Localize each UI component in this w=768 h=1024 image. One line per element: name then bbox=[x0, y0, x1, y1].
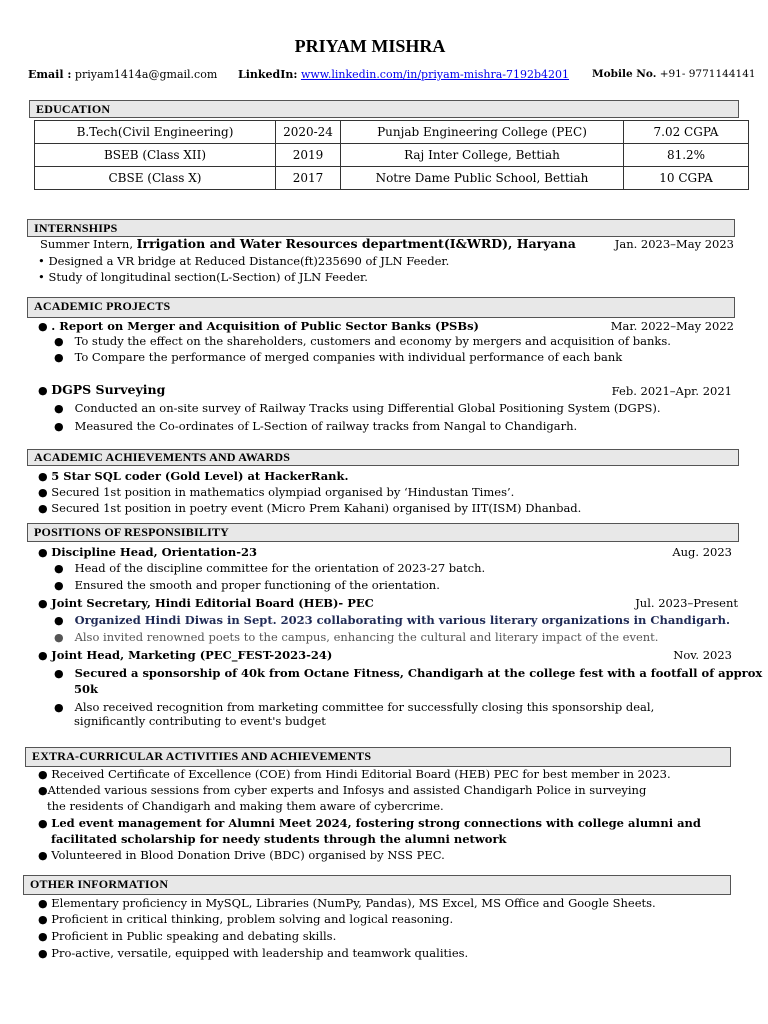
bullet-icon: ● bbox=[54, 667, 64, 680]
list-item-continued: significantly contributing to event's budget bbox=[74, 714, 326, 728]
project-title-text: . Report on Merger and Acquisition of Public Sector Banks (PSBs) bbox=[51, 319, 479, 333]
list-item-text: Proficient in critical thinking, problem solving and logical reasoning. bbox=[51, 912, 454, 926]
bullet-icon: ● bbox=[38, 817, 48, 830]
list-item-text: Ensured the smooth and proper functioning of the orientation. bbox=[74, 578, 440, 592]
internship-org: Irrigation and Water Resources department(I&WRD), Haryana bbox=[136, 236, 576, 251]
list-item-text: Head of the discipline committee for the orientation of 2023-27 batch. bbox=[74, 561, 486, 575]
list-item: • Study of longitudinal section(L-Section) of JLN Feeder. bbox=[38, 270, 368, 284]
bullet-icon: ● bbox=[54, 562, 64, 575]
list-item bbox=[54, 400, 660, 417]
bullet-icon: ● bbox=[54, 335, 64, 348]
list-item bbox=[38, 945, 468, 962]
mobile-value: +91- 9771144141 bbox=[659, 68, 756, 80]
position-date: Jul. 2023–Present bbox=[635, 596, 738, 610]
list-item bbox=[38, 911, 453, 928]
list-item-text: Measured the Co-ordinates of L-Section of railway tracks from Nangal to Chandigarh. bbox=[74, 419, 578, 433]
bullet-icon: ● bbox=[38, 930, 48, 943]
edu-year: 2019 bbox=[276, 144, 341, 167]
other-heading: OTHER INFORMATION bbox=[23, 875, 731, 895]
list-item bbox=[54, 612, 730, 629]
bullet-icon: ● bbox=[54, 579, 64, 592]
list-item-text: Elementary proficiency in MySQL, Libraries (NumPy, Pandas), MS Excel, MS Office and Google Sheets. bbox=[51, 896, 656, 910]
bullet-icon: ● bbox=[38, 597, 48, 610]
bullet-icon: ● bbox=[38, 768, 48, 781]
table-row bbox=[35, 121, 749, 144]
linkedin-link[interactable]: www.linkedin.com/in/priyam-mishra-7192b4201 bbox=[300, 68, 570, 81]
email-value: priyam1414a@gmail.com bbox=[74, 68, 218, 81]
list-item-continued: the residents of Chandigarh and making them aware of cybercrime. bbox=[47, 799, 444, 813]
list-item-text: Attended various sessions from cyber experts and Infosys and assisted Chandigarh Police in surveying bbox=[47, 783, 647, 797]
list-item-text: To study the effect on the shareholders, customers and economy by mergers and acquisition of banks. bbox=[74, 334, 671, 348]
list-item bbox=[38, 815, 701, 832]
list-item-text: Secured 1st position in poetry event (Micro Prem Kahani) organised by IIT(ISM) Dhanbad. bbox=[51, 501, 582, 515]
table-row bbox=[35, 144, 749, 167]
list-item bbox=[54, 577, 440, 594]
project-title bbox=[38, 382, 165, 399]
list-item-text: Conducted an on-site survey of Railway Tracks using Differential Global Positioning System (DGPS). bbox=[74, 401, 661, 415]
position-title-text: Discipline Head, Orientation-23 bbox=[51, 545, 257, 559]
list-item: • Designed a VR bridge at Reduced Distance(ft)235690 of JLN Feeder. bbox=[38, 254, 450, 268]
bullet-icon: ● bbox=[38, 913, 48, 926]
edu-institute: Raj Inter College, Bettiah bbox=[341, 144, 624, 167]
bullet-icon: ● bbox=[38, 897, 48, 910]
list-item-text: Received Certificate of Excellence (COE) from Hindi Editorial Board (HEB) PEC for best member in 2023. bbox=[51, 767, 671, 781]
email-label: Email : bbox=[28, 68, 72, 81]
linkedin-label: LinkedIn: bbox=[238, 68, 298, 81]
project-title-text: DGPS Surveying bbox=[51, 382, 166, 397]
list-item bbox=[54, 418, 577, 435]
edu-score: 7.02 CGPA bbox=[624, 121, 749, 144]
internship-role: Summer Intern, bbox=[40, 237, 133, 251]
projects-heading: ACADEMIC PROJECTS bbox=[27, 297, 735, 318]
bullet-icon: ● bbox=[38, 470, 48, 483]
list-item bbox=[54, 629, 658, 646]
position-date: Aug. 2023 bbox=[672, 545, 732, 559]
candidate-name: PRIYAM MISHRA bbox=[294, 36, 446, 56]
list-item-text: Proficient in Public speaking and debating skills. bbox=[51, 929, 337, 943]
project-date: Mar. 2022–May 2022 bbox=[610, 319, 734, 333]
education-heading: EDUCATION bbox=[29, 100, 739, 118]
project-date: Feb. 2021–Apr. 2021 bbox=[611, 384, 732, 398]
positions-heading: POSITIONS OF RESPONSIBILITY bbox=[27, 523, 739, 542]
mobile-label: Mobile No. bbox=[592, 68, 657, 80]
bullet-icon: ● bbox=[38, 320, 48, 333]
position-title-text: Joint Head, Marketing (PEC_FEST-2023-24) bbox=[51, 648, 333, 662]
internships-heading: INTERNSHIPS bbox=[27, 219, 735, 237]
bullet-icon: ● bbox=[38, 849, 48, 862]
position-date: Nov. 2023 bbox=[673, 648, 732, 662]
list-item-continued: facilitated scholarship for needy students through the alumni network bbox=[51, 832, 507, 846]
achievements-heading: ACADEMIC ACHIEVEMENTS AND AWARDS bbox=[27, 449, 739, 466]
list-item bbox=[54, 349, 622, 366]
internship-date: Jan. 2023–May 2023 bbox=[614, 237, 734, 251]
list-item bbox=[38, 928, 336, 945]
edu-degree: CBSE (Class X) bbox=[35, 167, 276, 190]
list-item-text: Led event management for Alumni Meet 2024, fostering strong connections with college alumni and bbox=[51, 816, 701, 830]
list-item bbox=[54, 665, 762, 682]
position-title-text: Joint Secretary, Hindi Editorial Board (HEB)- PEC bbox=[51, 596, 374, 610]
bullet-icon: ● bbox=[54, 420, 64, 433]
linkedin-line bbox=[238, 68, 569, 81]
list-item bbox=[38, 782, 646, 799]
list-item-text: Volunteered in Blood Donation Drive (BDC) organised by NSS PEC. bbox=[51, 848, 445, 862]
list-item-text: Organized Hindi Diwas in Sept. 2023 collaborating with various literary organizations in Chandigarh. bbox=[74, 613, 730, 627]
edu-institute: Notre Dame Public School, Bettiah bbox=[341, 167, 624, 190]
list-item bbox=[38, 766, 671, 783]
list-item-text: Also received recognition from marketing committee for successfully closing this sponsorship deal, bbox=[74, 700, 655, 714]
edu-degree: BSEB (Class XII) bbox=[35, 144, 276, 167]
list-item-text: Secured 1st position in mathematics olympiad organised by ‘Hindustan Times’. bbox=[51, 485, 515, 499]
table-row bbox=[35, 167, 749, 190]
list-item-text: To Compare the performance of merged companies with individual performance of each bank bbox=[74, 350, 623, 364]
edu-score: 81.2% bbox=[624, 144, 749, 167]
mobile-line bbox=[592, 68, 756, 80]
email-line bbox=[28, 68, 217, 81]
internship-title bbox=[40, 236, 576, 252]
education-table bbox=[34, 120, 749, 190]
position-title bbox=[38, 595, 374, 612]
bullet-icon: ● bbox=[38, 649, 48, 662]
list-item-text: Secured a sponsorship of 40k from Octane Fitness, Chandigarh at the college fest with a footfall of approx bbox=[74, 666, 763, 680]
list-item-continued: 50k bbox=[74, 682, 98, 696]
bullet-icon: ● bbox=[38, 546, 48, 559]
edu-year: 2017 bbox=[276, 167, 341, 190]
list-item bbox=[54, 560, 485, 577]
bullet-icon: ● bbox=[54, 631, 64, 644]
edu-score: 10 CGPA bbox=[624, 167, 749, 190]
bullet-icon: ● bbox=[54, 402, 64, 415]
list-item bbox=[38, 500, 581, 517]
position-title bbox=[38, 544, 257, 561]
list-item-text: Also invited renowned poets to the campus, enhancing the cultural and literary impact of the event. bbox=[74, 630, 659, 644]
bullet-icon: ● bbox=[54, 701, 64, 714]
edu-degree: B.Tech(Civil Engineering) bbox=[35, 121, 276, 144]
edu-year: 2020-24 bbox=[276, 121, 341, 144]
extra-heading: EXTRA-CURRICULAR ACTIVITIES AND ACHIEVEMENTS bbox=[25, 747, 731, 767]
bullet-icon: ● bbox=[38, 502, 48, 515]
list-item bbox=[54, 333, 671, 350]
bullet-icon: ● bbox=[54, 614, 64, 627]
bullet-icon: ● bbox=[38, 486, 48, 499]
list-item bbox=[38, 468, 349, 485]
position-title bbox=[38, 647, 332, 664]
edu-institute: Punjab Engineering College (PEC) bbox=[341, 121, 624, 144]
list-item bbox=[38, 895, 656, 912]
bullet-icon: ● bbox=[38, 784, 48, 797]
list-item bbox=[38, 847, 445, 864]
list-item bbox=[38, 484, 514, 501]
list-item-text: Pro-active, versatile, equipped with leadership and teamwork qualities. bbox=[51, 946, 469, 960]
list-item-text: 5 Star SQL coder (Gold Level) at HackerRank. bbox=[51, 469, 349, 483]
bullet-icon: ● bbox=[38, 947, 48, 960]
bullet-icon: ● bbox=[54, 351, 64, 364]
bullet-icon: ● bbox=[38, 384, 48, 397]
